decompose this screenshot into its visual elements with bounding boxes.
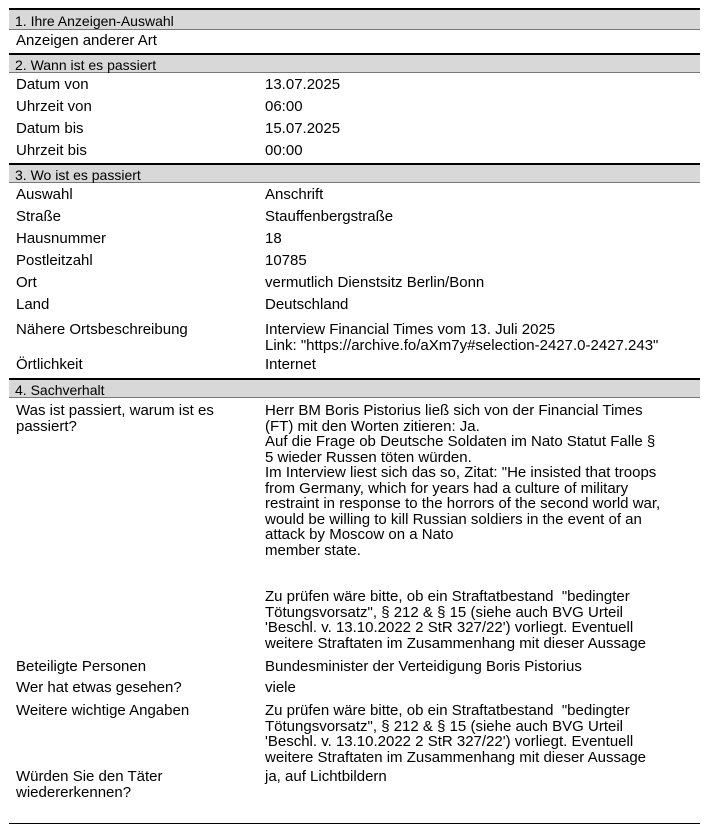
label-what-happened: Was ist passiert, warum ist es passiert? [16,402,214,435]
label-persons-involved: Beteiligte Personen [16,658,147,675]
row-further-info [16,699,700,769]
where-rows [9,183,700,378]
value-country: Deutschland [265,296,349,313]
row-what-happened [16,403,700,656]
value-selection: Anschrift [265,186,324,203]
value-date-to: 15.07.2025 [265,120,341,137]
label-time-to: Uhrzeit bis [16,142,87,159]
row-house-number [16,228,700,250]
label-date-from: Datum von [16,76,89,93]
value-what-happened: Herr BM Boris Pistorius ließ sich von der Financial Times (FT) mit den Worten zitieren: Ja. Auf die Frage ob Deutsche Soldaten im Nato Statut Falle § 5 wieder Russen töten würden. Im Interview liest sich das so, Zitat: "He insisted that troops from Germany, which for years had a culture of military restraint in response to the horrors of the second world war, would be willing to kill Russian soldiers in the event of an attack by Moscow on a Nato member state. Zu prüfen wäre bitte, ob ein Straftatbestand "bedingter Tötungsvorsatz", § 212 & § 15 (siehe auch BVG Urteil 'Beschl. v. 13.10.2022 2 StR 327/22') vorliegt. Eventuell weitere Straftaten im Zusammenhang mit dieser Aussage [265,402,661,652]
row-postal-code [16,250,700,272]
value-street: Stauffenbergstraße [265,208,394,225]
row-time-to [16,140,700,162]
label-time-from: Uhrzeit von [16,98,92,115]
label-country: Land [16,296,50,313]
row-city [16,272,700,294]
label-locality: Örtlichkeit [16,356,83,373]
value-recognize-offender: ja, auf Lichtbildern [265,768,387,785]
value-postal-code: 10785 [265,252,307,269]
label-witnesses: Wer hat etwas gesehen? [16,679,182,696]
row-persons-involved [16,656,700,677]
label-house-number: Hausnummer [16,230,107,247]
when-rows [9,73,700,163]
label-recognize-offender: Würden Sie den Täter wiedererkennen? [16,768,163,801]
value-further-info: Zu prüfen wäre bitte, ob ein Straftatbestand "bedingter Tötungsvorsatz", § 212 & § 15 (siehe auch BVG Urteil 'Beschl. v. 13.10.2022 2 StR 327/22') vorliegt. Eventuell weitere Straftaten im Zusammenhang mit dieser Aussage [265,702,647,766]
row-witnesses [16,677,700,699]
label-postal-code: Postleitzahl [16,252,93,269]
row-locality [16,354,700,376]
value-persons-involved: Bundesminister der Verteidigung Boris Pistorius [265,658,582,675]
row-recognize-offender [16,769,700,805]
value-time-to: 00:00 [265,142,303,159]
label-date-to: Datum bis [16,120,84,137]
label-further-info: Weitere wichtige Angaben [16,702,190,719]
section-header-selection: 1. Ihre Anzeigen-Auswahl [9,8,700,30]
label-selection: Auswahl [16,186,73,203]
value-witnesses: viele [265,679,296,696]
section-header-facts: 4. Sachverhalt [9,378,700,398]
value-city: vermutlich Dienstsitz Berlin/Bonn [265,274,485,291]
row-country [16,294,700,316]
section-header-when: 2. Wann ist es passiert [9,53,700,73]
row-selection [16,184,700,206]
facts-rows [9,398,700,805]
value-location-description: Interview Financial Times vom 13. Juli 2025 Link: "https://archive.fo/aXm7y#selection-2427.0-2427.243" [265,321,659,354]
report-form [9,8,700,805]
section-header-where: 3. Wo ist es passiert [9,163,700,183]
value-locality: Internet [265,356,316,373]
row-date-from [16,74,700,96]
row-date-to [16,118,700,140]
label-street: Straße [16,208,62,225]
row-time-from [16,96,700,118]
selection-value: Anzeigen anderer Art [16,32,157,49]
bottom-border [9,823,700,824]
label-city: Ort [16,274,37,291]
row-street [16,206,700,228]
value-time-from: 06:00 [265,98,303,115]
row-location-description [16,316,700,354]
value-house-number: 18 [265,230,282,247]
value-date-from: 13.07.2025 [265,76,341,93]
label-location-description: Nähere Ortsbeschreibung [16,321,188,338]
